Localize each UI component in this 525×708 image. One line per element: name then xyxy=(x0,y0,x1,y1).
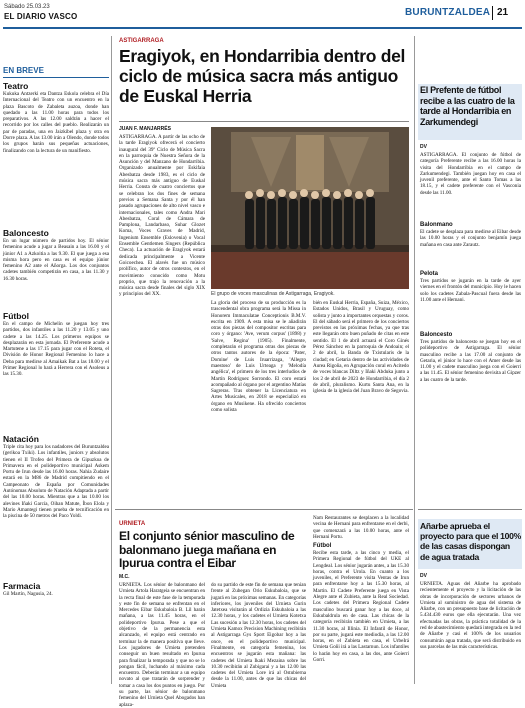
brief-body-natacion: Triple cita hoy para los nadadores del Buruntzaldea (gerikoa Txiki). Los infantiles, juniors y absolutos tienen el II Trofeo del Primera de Gipuzkoa de Primavera en el polideportivo municipal Askem Portu de Irun desde las 16.00 horas. Nahia Zudaire estará en la M86 de Madrid compitiendo en el Campeonato de España por Comunidades Autónomas Absoluto de Natación Adaptada a partir del las 10.00 horas. Mientras que a las 10.00 los alevines Iñaki García, Oihan Matute, Íbon Elola y Mario Amantegi tienen prueba de tecnificación en la piscina de 50 metros del Paco Yoldi. xyxy=(3,444,109,520)
bottom-article-col2: do su partido de este fin de semana que tenían frente al Zubegan Orio Eskubaloia, que se jugará en las próximas semanas. En categorías inferiores, los juveniles del Urnieta Gurin Jatetxea visitarán al Ordizia Eskubaloia a las 12.30 horas, y los cadetes el Urnieta Kotetxa Las sucesión a las 12.30 horas, los cadetes del Urnieta Kamox Precision Machining recibirán al Astigarraga Gys Sport Eigobar hoy a las once, en el polideportivo municipal. Finalmente, en categoría femenina, los encuentros se jugarán esta mañana: las cadetes del Urnieta Ikaki Mezaina sobre las 10.30 recibirán al Zubigarai y a las 12.00 las cadetes del Urnieta Lore irá al Ostubierna desde la 11.00, antes de que las chicas del Urnieta xyxy=(211,582,306,689)
bottom-col3-head-futbol: Fútbol xyxy=(313,543,332,549)
mid-rule-right xyxy=(418,509,522,510)
right-bottom-byline: DV xyxy=(420,573,427,579)
top-article-col2: La gloria del proceso de su producción es la trascendental obra programa será la Missa in Honorem Immaculatae Conceptionis B.M.V. escrita en 1909. A esta misa se le añadirán otras dos piezas del compositor escritas para coro y órgano: 'Ave, verum corpus' (1898) y 'Salve, Regina' (1905). Finalmente, completarán el programa otras dos piezas de otros tantos autores de la época: 'Pater, Domine' de Luis Iruarrizaga, 'Allegro maestoso' de Luis Urteaga y 'Melodía angélica', el primero de los tres interludios de Martín Rodríguez Sorrondo. El coro estará acompañado al órgano por el argentino Matías Sagreras. Tras obtener la Licenciatura en Artes Musicales, en 2018 se especializó en órgano en Musikene. Ha ofrecido conciertos como solista xyxy=(211,300,306,414)
brief-head-baloncesto: Baloncesto xyxy=(3,228,49,238)
bottom-col3-intro: Nam Restaurantes se desplacen a la localidad vecina de Hernani para enfrentarse en el derbi, que comenzará a las 10.00 horas, ante el Hernani Portu. xyxy=(313,515,409,540)
left-divider xyxy=(111,36,112,684)
photo-illustration xyxy=(211,127,409,289)
brief-body-baloncesto: En un lugar número de partidos hoy. El sénior femenino acude a jugar a Beasain a las 16.00 y el júnior A1 a Azkoitia a las 9.30. El que juega a esa misma hora pero en casa es el equipo júnior femenino A2 ante el Añorga. Los dos conjuntos cadetes también competirán en casa, a las 11.30 y 16.30 horas. xyxy=(3,238,109,282)
bottom-article-title: El conjunto sénior masculino de balonmano juega mañana en Ipurua contra el Eibar xyxy=(119,529,295,570)
right-top-body-balonmano: El cadete se desplaza para medirse al Eibar desde las 10.00 horas y el conjunto benjamín juega mañana en casa ante Zarautz. xyxy=(420,229,521,248)
right-top-head-baloncesto: Baloncesto xyxy=(420,332,453,338)
brief-head-teatro: Teatro xyxy=(3,81,29,91)
top-article-title: Eragiyok, en Hondarribia dentro del ciclo de música sacra más antiguo de Euskal Herria xyxy=(119,46,406,106)
right-top-head-balonmano: Balonmano xyxy=(420,222,453,228)
bottom-article-col1: URNIETA. Los sénior de balonmano del Urnieta Artola Haratgeia se encuentran en la recta final de este fase de la temporada y este fin de semana se enfrentan en el Mercedes Eibar Eskubaloia B. Lil harán mañana, a las 11.45 horas, en el polideportivo Ipurua. Pese a que el objetivo de la permanencia esta alcanzado, el equipo está centrado en terminar la de manera positiva que lleve. Los jugadores de Urnieta pretenden conseguir un buen resultado en Ipurua para finalizar la temporada y que no se lo pongan fácil, luchando al máximo cada encuentro. Deberán terminar a un equipo novato al que tratarán de sorprender y tomar a casa los dos puntos en juego. Por su parte, las sénior de balonmano femenino del Urnieta Quel Abogados han aplaza- xyxy=(119,582,205,708)
top-article-tag: ASTIGARRAGA xyxy=(119,38,164,44)
bottom-article-byline: M.C. xyxy=(119,574,130,580)
brief-body-teatro: Kukuka Antzerki eta Dantza Eskola celebra el Día Internacional del Teatro con un encuentro en la plaza Bascoto de Zabaleta auzoa, donde han quedado a las 11.00 horas para todos los preparativos. A las 12.00 saldrán a hacer el recorrido por los calles del pueblo. Realizarán un par de paradas, una en Jaizkibel plaza y otra en Dorre plaza. A las 13.00 irán a Olendo, donde todos los grupos harán sus pequeñas actuaciones, finalizando con la lectura de un manifiesto. xyxy=(3,91,109,154)
header-date: Sábado 25.03.23 xyxy=(4,4,50,10)
photo-caption: El grupo de voces masculinas de Astigarraga, Eragiyok. xyxy=(211,291,335,297)
right-top-title: El Prefente de fútbol recibe a las cuatro de la tarde al Hondarribia en Zarkumendegi xyxy=(420,85,515,127)
bottom-col3-body-futbol: Recibe esta tarde, a las cinco y media, el Primera Regional de fútbol del UKE al Lengdeal. Los sénior jugarán antes, a las 15.30 horas, contra el Urola. En cuanto a los juveniles, el Preferente visita Ventas de Irun para enfrentarse hoy a las 15.30 horas, al Martin. El Cadete Preferente juega en Vista Alegre ante el Zubieta, ante la Real Sociedad. Los cadetes del Primera Regional Cadete masculino buscará ganar hoy a las doce, al Eskubaldrula en de casa. Las chicas de la categoría recibirán también en Urnieta, a las 11.30 horas, al Illinia. El Infantil de Honor, por su parte, jugará este mediodía, a las 12.00 horas, en el Zubieta en casa, el UrbeIrá Urnieta Goñi irá a las Lastarnun. Los infantiles lo harán hoy en casa, a las dos, ante Goierri Gorri. xyxy=(313,550,409,664)
right-top-body-pelota: Tres partidos se jugarán en la tarde de ayer viernes en el frontón del municipio. Hoy le hacen solo los cadetes Zabala-Pascual fuera desde las 11.00 ante el Hernani. xyxy=(420,278,521,303)
header-rule xyxy=(3,27,522,29)
right-top-head-pelota: Pelota xyxy=(420,271,439,277)
top-article-col3: bién en Euskal Herria, España, Suiza, México, Estados Unidos, Brasil y Uruguay, como solista y junto a importantes orquestas y coros. El del sábado será el primero de los conciertos previstos en las próximas fechas, ya que tras este llegarán otro buen puñado de citas en este sentido. El 1 de abril actuará el Coro Ginés Pérez Sánchez en la parroquia de Andoain; el 2 de abril, la Banda de Txistularis de la ciudad; en Getaria dentro de las actividades de Aurea Rigoña, en Agrupación coral en Acitedo de voces blancas Diltz y Iñaki Abduka junto a los 2 de abril de 2023 de Hondarribia, el día 2 de abril, pluralismo. Kurtu Santa Ana, en la iglesia de la iglesia del Juan Bravo de Segovia. xyxy=(313,300,409,395)
section-title: BURUNTZALDEA xyxy=(405,7,491,18)
header-brand: EL DIARIO VASCO xyxy=(4,12,78,21)
brief-body-futbol: En el campo de Michelín se juegan hoy tres partidos, dos infantiles a las 11.20 y 13.05 y uno cadete a las 14.25. Los primeros equipos se desplazarán en esta jornada. El Preferente acude a Martutene a las 17.15 para jugar con el Roteta, el División de Honor Regional Femenino lo hace a Deba para medirse al Amaikak Bat a las 18.00 y el Primer Regional lo hará a Herrera con el Asoleus a las 15.30. xyxy=(3,321,109,378)
bottom-article-col3 xyxy=(313,515,409,686)
right-top-body-baloncesto: Tres partidos de baloncesto se juegan hoy en el polideportivo de Astigarraga. El sénior masculino recibe a las 17.00 al conjunto de Getaria, el júnior lo hace con el Amer desde las 11.00 y el cadete masculino juega con el Goierri a las 11.45. El sénior femenino devisita al Gipzer a las cuatro de la tarde. xyxy=(420,339,521,383)
right-top-column xyxy=(420,152,521,502)
brief-head-natacion: Natación xyxy=(3,434,39,444)
byline-rule xyxy=(119,121,409,122)
top-article-byline: JUAN F. MANJARRÉS xyxy=(119,126,171,132)
mid-rule xyxy=(115,509,413,510)
right-top-intro: ASTIGARRAGA. El conjunto de fútbol de categoría Preferente recibe a las 16.00 horas la visita del Hondarribia en el campo de Zarkumendegi. También juegan hoy en casa el juvenil preferente, ante el Santo Tomas a las 18.15, y el cadete preferente con el Vasconia desde las 11.00. xyxy=(420,152,521,196)
left-column xyxy=(3,66,109,686)
right-bottom-title: Añarbe aprueba el proyecto para que el 100% de las casas dispongan de agua tratada xyxy=(420,521,521,562)
brief-head-farmacia: Farmacia xyxy=(3,581,41,591)
brief-body-farmacia: Gil Martín, Nagusia, 24. xyxy=(3,591,53,597)
page-number: 21 xyxy=(497,7,509,18)
brief-head-futbol: Fútbol xyxy=(3,311,29,321)
en-breve-title: EN BREVE xyxy=(3,66,109,78)
bottom-article-tag: URNIETA xyxy=(119,521,146,527)
header-separator xyxy=(492,6,493,20)
right-top-byline: DV xyxy=(420,144,427,150)
right-divider xyxy=(414,36,415,684)
group-photo xyxy=(211,127,409,289)
top-article-col1: ASTIGARRAGA. A partir de las ocho de la tarde Eragiyok ofrecerá el concierto inaugural del 39º Ciclo de Música Sacra en la parroquia de Nuestra Señora de la Asunción y del Manzano de Hondarribia. Organizado anualmente por Eskifaia Abesbatza desde 1983, es el ciclo de música sacra más antiguo de Euskal Herria. Consta de cuatro conciertos que se celebran los dos fines de semana previos a Semana Santa y por él han pasado agrupaciones de alto nivel vasco e internacionales, tales como Andra Mari Abesbatza, Coral de Cámara de Pamplona, Landarbaso, Suhar Glozet Koma, Voces Graves de Madrid, Ingenium Ensemble (Eslovenia) o Vocal Ensemble Gentlemen Singers (República Checa). La actuación de Eragiyok estará dedicada principalmente a Vicente Goicoechea. El alavés fue un músico prolífico, autor de otros contextos, en el movimiento conocido como Motu proprio, que trajo la renovación a la música sacra desde finales del siglo XIX y principios del XX. xyxy=(119,134,205,298)
right-bottom-body: URNIETA. Aguas del Añarbe ha aprobado recientemente el proyecto y la licitación de las obras de incorporación de sectores urbanos de Urnieta al suministro de agua del sistema de Añarbe, con un presupuesto base de licitación de 5.434.430 euros que ella ejecutarán. Una vez efectuadas las obras, la práctica totalidad de la red de abastecimiento quedará integrada en la red de Añarbe y casi el 100% de los usuarios consumirán agua tratada, que será distribuido en sus parcelas de las más características. xyxy=(420,581,521,650)
